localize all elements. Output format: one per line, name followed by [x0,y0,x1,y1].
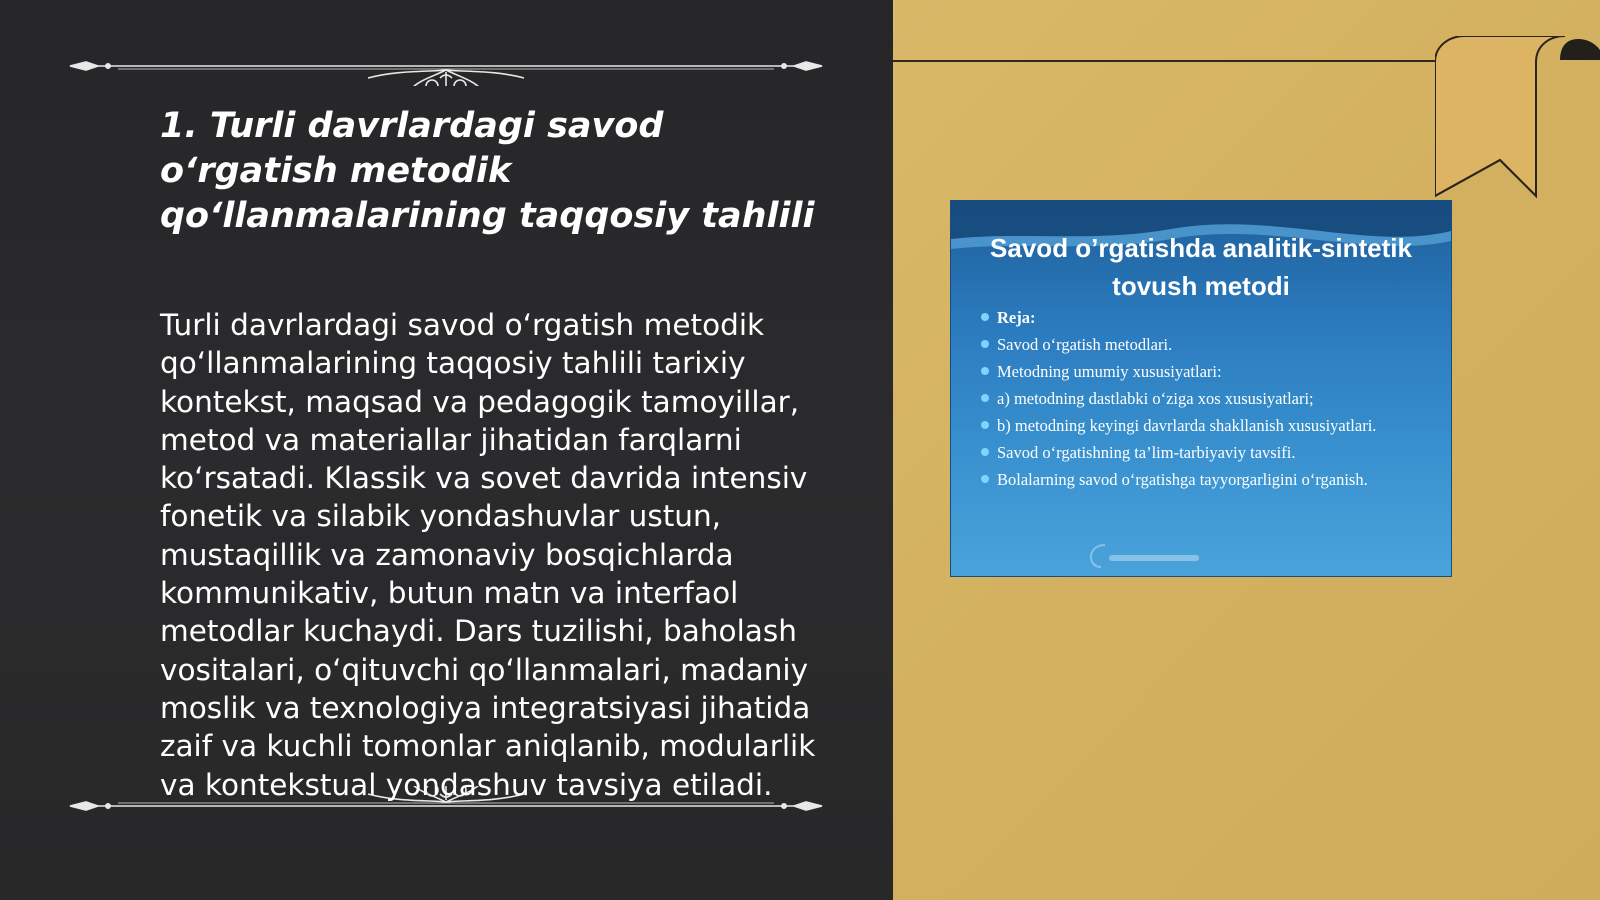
list-item: Metodning umumiy xususiyatlari: [981,361,1436,382]
bullet-icon [981,448,989,456]
bullet-icon [981,367,989,375]
bookmark-ribbon-icon [1435,36,1600,206]
bullet-icon [981,340,989,348]
thumbnail-title: Savod o’rgatishda analitik-sintetik tovush metodi [990,233,1412,301]
list-item: Reja: [981,307,1436,328]
bullet-icon [981,394,989,402]
list-item: a) metodning dastlabki o‘ziga xos xususiyatlari; [981,388,1436,409]
slide-title: 1. Turli davrlardagi savod o‘rgatish metodik qo‘llanmalarining taqqosiy tahlili [160,106,815,236]
top-rule-line [893,60,1438,62]
bullet-icon [981,421,989,429]
bullet-icon [981,475,989,483]
watermark-logo-icon [1081,541,1211,571]
slide-body-text: Turli davrlardagi savod o‘rgatish metodik qo‘llanmalarining taqqosiy tahlili tarixiy kontekst, maqsad va pedagogik tamoyillar, metod va materiallar jihatidan farqlarni ko‘rsatadi. Klassik va sovet davrida intensiv fonetik va silabik yondashuvlar ustun, mustaqillik va zamonaviy bosqichlarda kommunikativ, butun matn va interfaol metodlar kuchaydi. Dars tuzilishi, baholash vositalari, o‘qituvchi qo‘llanmalari, madaniy moslik va texnologiya integratsiyasi jihatida zaif va kuchli tomonlar aniqlanib, modularlik va kontekstual yondashuv tavsiya etiladi. [160,308,816,802]
list-item: b) metodning keyingi davrlarda shakllanish xususiyatlari. [981,415,1436,436]
bullet-icon [981,313,989,321]
list-item: Bolalarning savod o‘rgatishga tayyorgarligini o‘rganish. [981,469,1436,490]
slide-thumbnail-image [950,200,1452,577]
list-item: Savod o‘rgatish metodlari. [981,334,1436,355]
thumbnail-list [981,307,1436,496]
list-item: Savod o‘rgatishning ta’lim-tarbiyaviy tavsifi. [981,442,1436,463]
ornamental-divider-icon [68,46,824,86]
